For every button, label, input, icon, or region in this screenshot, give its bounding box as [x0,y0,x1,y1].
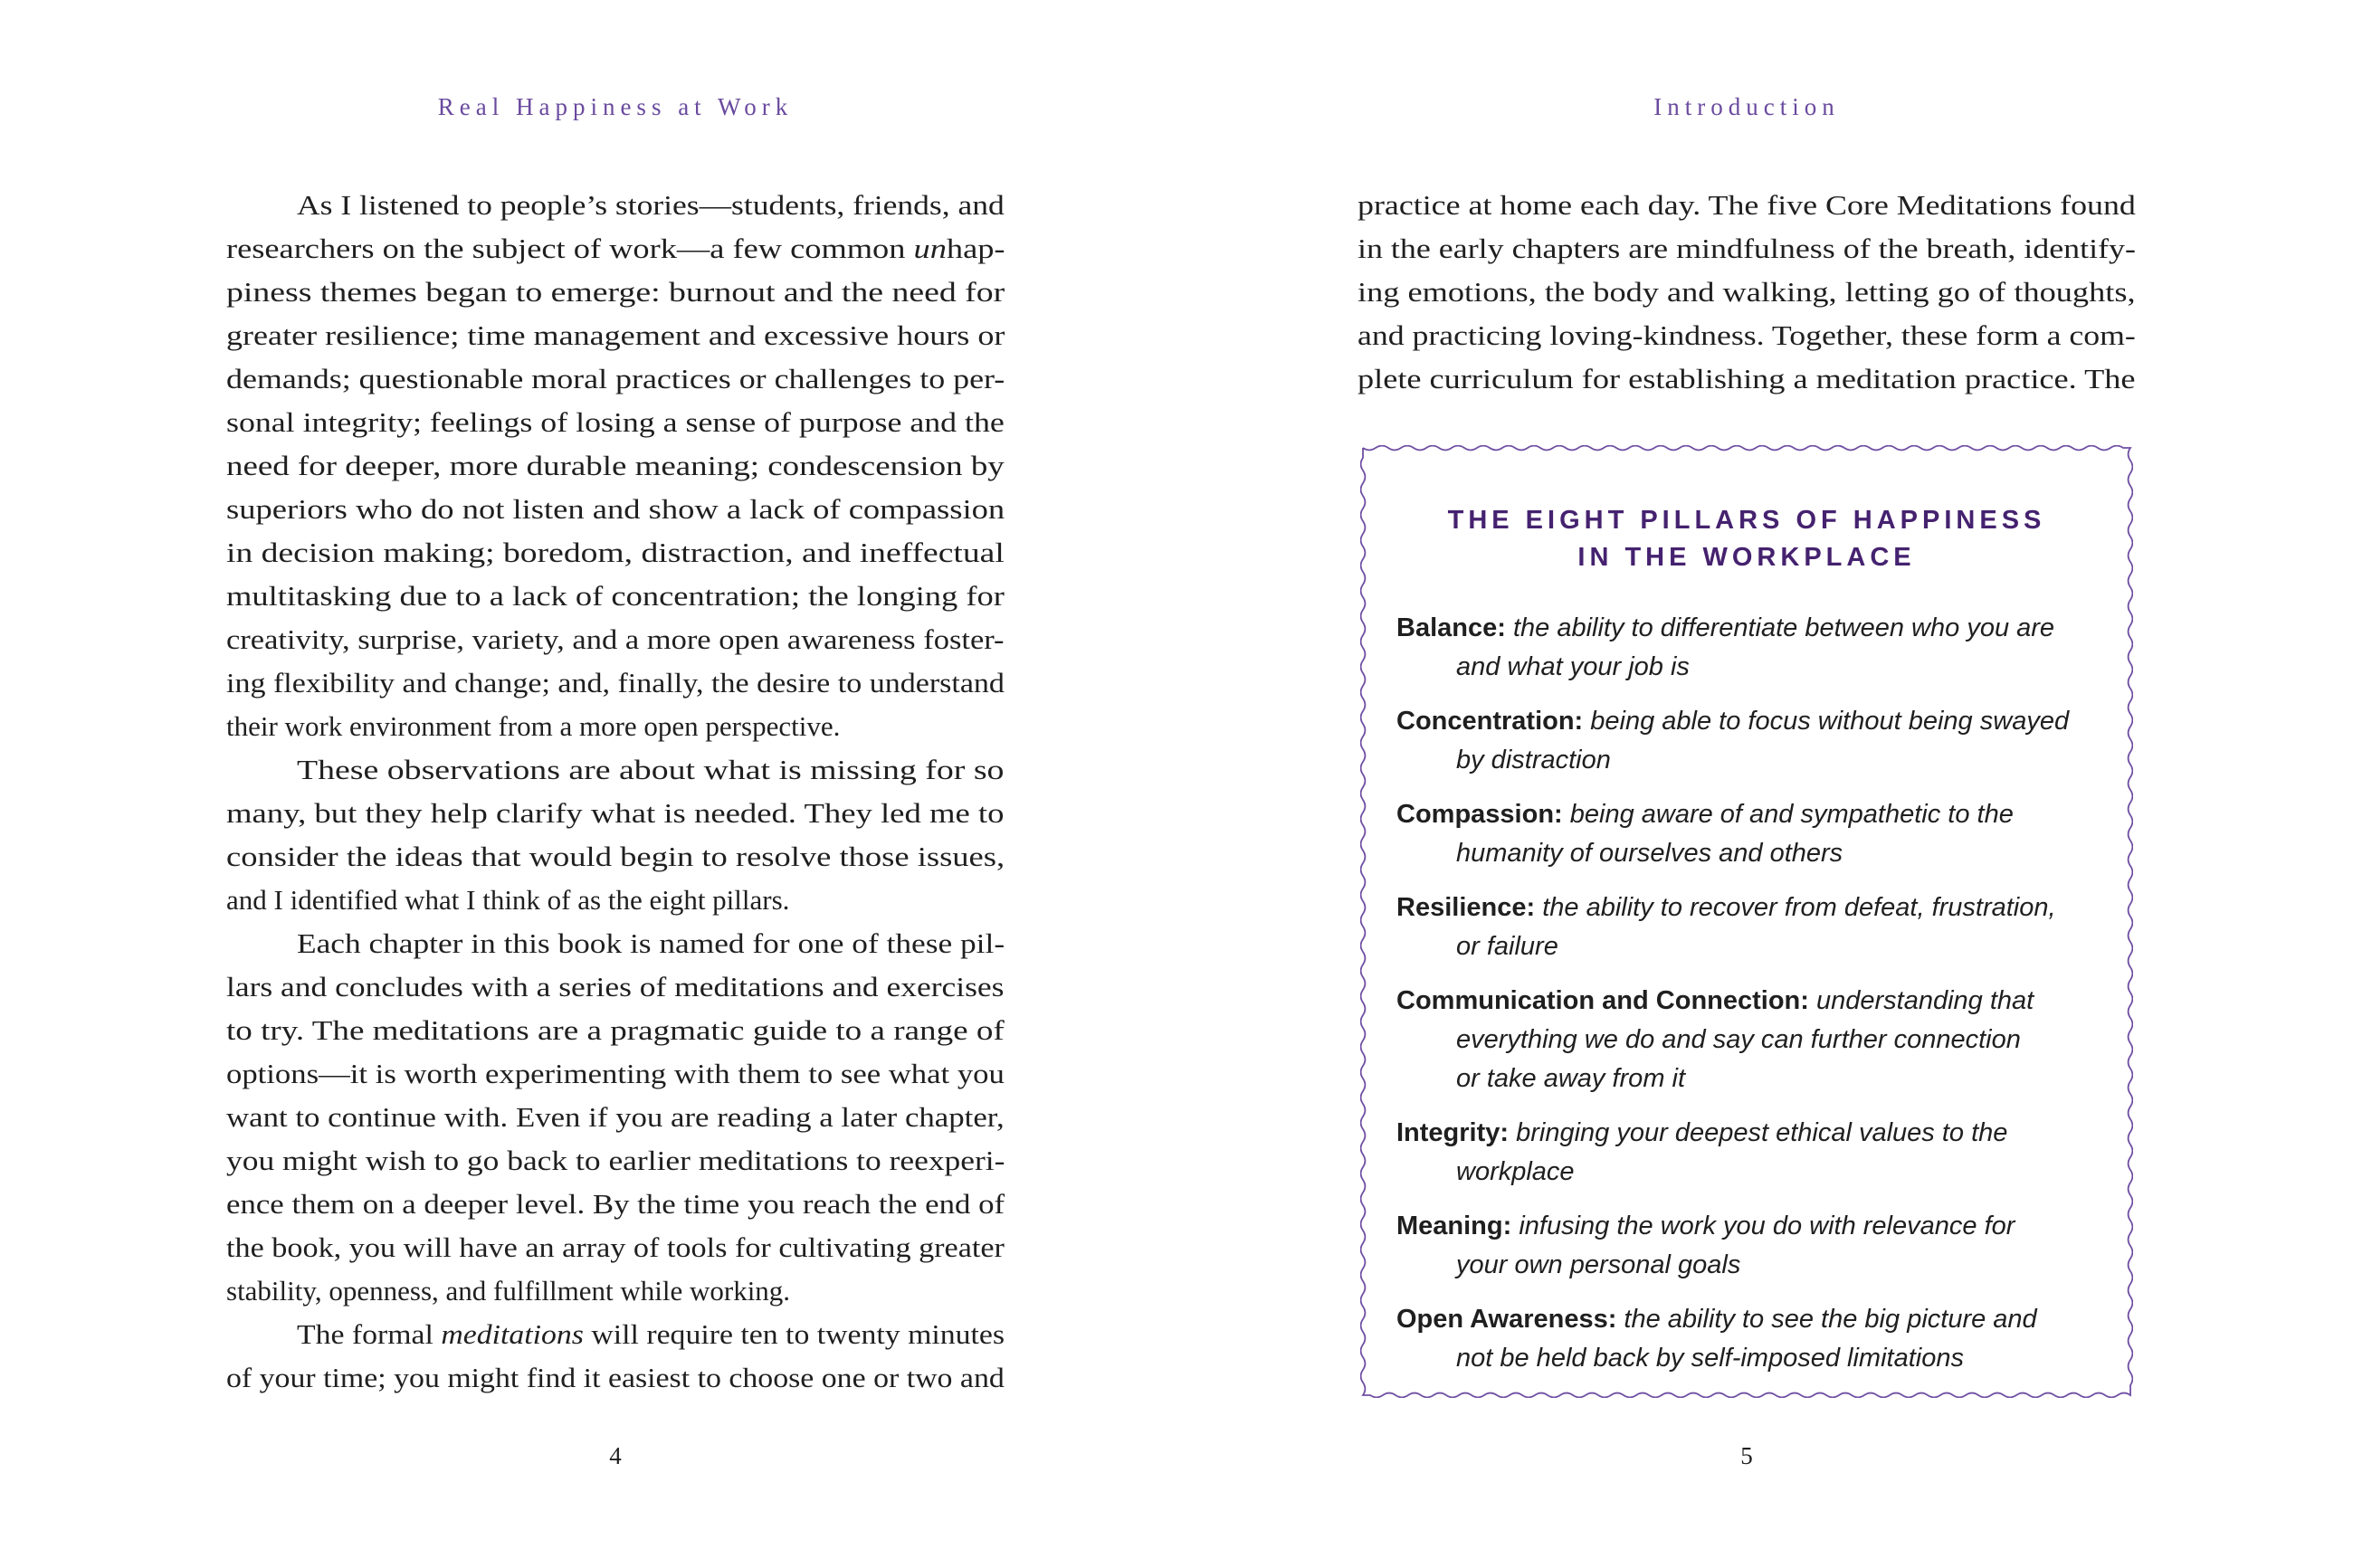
pillar-description: being able to focus without being swayed [1583,707,2070,736]
text-segment: consider the ideas that would begin to resolve those issues, [226,841,1005,872]
pillar-description-line: not be held back by self-imposed limitations [1456,1344,1964,1373]
pillars-box [1360,445,2133,1398]
text-segment: you might wish to go back to earlier meditations to reexperi- [226,1145,1005,1176]
text-line [226,748,1005,792]
text-line [1358,227,2136,271]
pillar-label: Integrity: [1396,1118,1510,1147]
text-segment: greater resilience; time management and excessive hours or [226,319,1005,351]
text-segment: and practicing loving-kindness. Together, these form a com- [1358,319,2136,351]
running-head-left: Real Happiness at Work [437,93,794,120]
page-number-right: 5 [1740,1442,1753,1469]
text-line [1358,357,2136,401]
text-segment: The formal [297,1318,442,1350]
pillar-description-line: or failure [1456,932,1558,961]
pillar-description: infusing the work you do with relevance for [1511,1212,2015,1240]
text-line [226,401,1005,444]
page-number-left: 4 [609,1442,622,1469]
text-line [226,705,1005,748]
text-segment: options—it is worth experimenting with them to see what you [226,1058,1005,1089]
text-segment: in decision making; boredom, distraction, and ineffectual [226,537,1005,568]
pillar-description: understanding that [1808,986,2034,1015]
text-line [226,618,1005,661]
text-line [226,488,1005,531]
text-segment: stability, openness, and fulfillment while working. [226,1275,791,1307]
body-text-right [1358,184,2136,401]
text-line [226,531,1005,575]
text-segment: hap- [946,233,1005,264]
pillar-description-line: or take away from it [1456,1064,1686,1093]
text-line [226,1139,1005,1183]
text-segment: These observations are about what is missing for so [297,754,1005,785]
text-line [226,879,1005,922]
text-line [226,922,1005,965]
text-segment: ing emotions, the body and walking, letting go of thoughts, [1358,276,2136,308]
pillar-description-line: humanity of ourselves and others [1456,839,1843,868]
text-line [226,661,1005,705]
text-segment: to try. The meditations are a pragmatic guide to a range of [226,1014,1005,1046]
text-line [1358,184,2136,227]
pillar-description-line: everything we do and say can further connection [1456,1025,2021,1054]
text-segment: ing flexibility and change; and, finally, the desire to understand [226,667,1005,698]
pillar-description: the ability to differentiate between who you are [1505,613,2055,642]
text-segment: meditations [441,1318,584,1350]
text-line [226,835,1005,879]
text-segment: many, but they help clarify what is needed. They led me to [226,797,1005,829]
text-segment: sonal integrity; feelings of losing a sense of purpose and the [226,406,1005,438]
text-line [226,792,1005,835]
text-line [226,575,1005,618]
text-segment: lars and concludes with a series of meditations and exercises [226,971,1005,1003]
text-line [1358,271,2136,314]
running-head-right: Introduction [1653,93,1840,120]
text-line [226,184,1005,227]
pillar-label: Open Awareness: [1396,1305,1617,1334]
text-line [226,227,1005,271]
text-segment: will require ten to twenty minutes [583,1318,1005,1350]
pillar-description-line: your own personal goals [1456,1250,1741,1279]
body-text-left [226,184,1005,1400]
pillar-description-line: workplace [1456,1157,1575,1186]
text-line [226,314,1005,357]
text-line [1358,314,2136,357]
text-segment: of your time; you might find it easiest to choose one or two and [226,1362,1005,1393]
text-segment: creativity, surprise, variety, and a more open awareness foster- [226,623,1005,655]
text-segment: Each chapter in this book is named for one of these pil- [297,927,1005,959]
text-segment: want to continue with. Even if you are reading a later chapter, [226,1101,1005,1133]
text-segment: their work environment from a more open perspective. [226,710,841,742]
text-segment: practice at home each day. The five Core Meditations found [1358,189,2136,221]
text-segment: piness themes began to emerge: burnout and the need for [226,276,1005,308]
text-line [226,1269,1005,1313]
wavy-border [1360,445,2133,1398]
text-line [226,1226,1005,1269]
box-title-line-2: IN THE WORKPLACE [1577,543,1916,572]
text-segment: un [913,233,947,264]
text-line [226,965,1005,1009]
text-segment: As I listened to people’s stories—students, friends, and [297,189,1005,221]
pillar-label: Meaning: [1396,1212,1512,1240]
text-segment: ence them on a deeper level. By the time you reach the end of [226,1188,1005,1220]
text-segment: in the early chapters are mindfulness of the breath, identify- [1358,233,2136,264]
pillar-description: the ability to recover from defeat, frustration, [1535,893,2056,922]
text-segment: need for deeper, more durable meaning; condescension by [226,450,1005,481]
pillar-label: Concentration: [1396,707,1584,736]
text-line [226,271,1005,314]
text-line [226,357,1005,401]
box-title-line-1: THE EIGHT PILLARS OF HAPPINESS [1447,506,2046,535]
pillar-label: Communication and Connection: [1396,986,1809,1015]
text-line [226,1096,1005,1139]
text-segment: multitasking due to a lack of concentration; the longing for [226,580,1005,612]
pillar-description: bringing your deepest ethical values to the [1509,1118,2008,1147]
pillar-label: Compassion: [1396,800,1563,829]
text-segment: researchers on the subject of work—a few common [226,233,914,264]
pillar-label: Resilience: [1396,893,1536,922]
pillar-description: being aware of and sympathetic to the [1562,800,2014,829]
pillar-label: Balance: [1396,613,1506,642]
text-segment: the book, you will have an array of tools for cultivating greater [226,1231,1005,1263]
text-segment: plete curriculum for establishing a meditation practice. The [1358,363,2136,394]
text-line [226,444,1005,488]
pillar-description: the ability to see the big picture and [1616,1305,2037,1334]
text-segment: and I identified what I think of as the eight pillars. [226,884,790,916]
text-segment: demands; questionable moral practices or challenges to per- [226,363,1005,394]
text-line [226,1052,1005,1096]
text-line [226,1183,1005,1226]
text-line [226,1313,1005,1356]
text-line [226,1009,1005,1052]
pillar-description-line: and what your job is [1456,652,1690,681]
pillar-description-line: by distraction [1456,746,1611,774]
text-line [226,1356,1005,1400]
text-segment: superiors who do not listen and show a lack of compassion [226,493,1005,525]
